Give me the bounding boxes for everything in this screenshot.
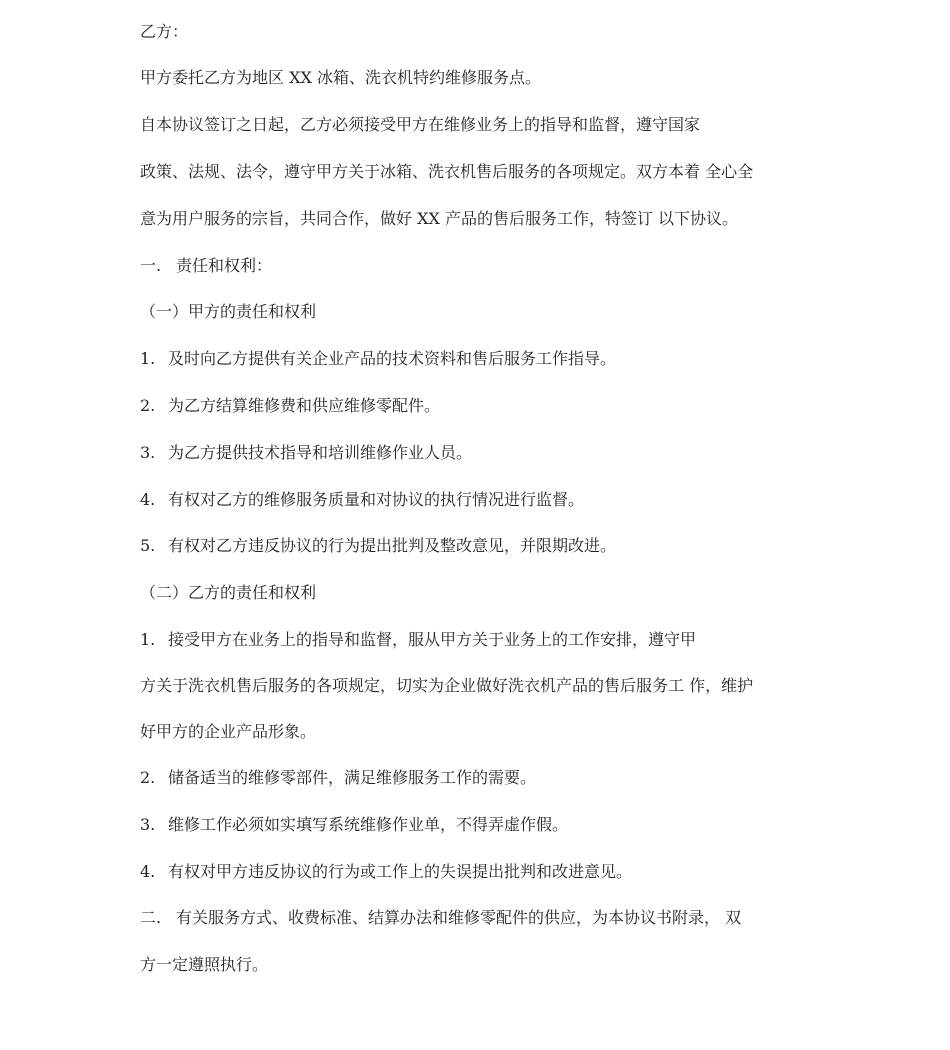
- list-item-a1: 1. 及时向乙方提供有关企业产品的技术资料和售后服务工作指导。: [140, 349, 617, 368]
- preamble-line-3: 意为用户服务的宗旨，共同合作，做好 XX 产品的售后服务工作，特签订 以下协议。: [140, 209, 739, 228]
- list-item-b1-cont-2: 好甲方的企业产品形象。: [140, 722, 317, 741]
- section-2-cont: 方一定遵照执行。: [140, 955, 269, 974]
- list-item-a5: 5. 有权对乙方违反协议的行为提出批判及整改意见，并限期改进。: [140, 536, 617, 555]
- preamble-line-1: 自本协议签订之日起，乙方必须接受甲方在维修业务上的指导和监督，遵守国家: [140, 115, 701, 134]
- party-b-label: 乙方：: [140, 22, 189, 41]
- list-item-b2: 2. 储备适当的维修零部件，满足维修服务工作的需要。: [140, 768, 537, 787]
- subsection-heading-a: （一）甲方的责任和权利: [140, 302, 317, 321]
- list-item-b1: 1. 接受甲方在业务上的指导和监督，服从甲方关于业务上的工作安排，遵守甲: [140, 630, 697, 649]
- list-item-a4: 4. 有权对乙方的维修服务质量和对协议的执行情况进行监督。: [140, 490, 585, 509]
- list-item-b4: 4. 有权对甲方违反协议的行为或工作上的失误提出批判和改进意见。: [140, 862, 633, 881]
- intro-line: 甲方委托乙方为地区 XX 冰箱、洗衣机特约维修服务点。: [140, 68, 541, 87]
- list-item-b1-cont-1: 方关于洗衣机售后服务的各项规定，切实为企业做好洗衣机产品的售后服务工 作，维护: [140, 676, 754, 695]
- list-item-a2: 2. 为乙方结算维修费和供应维修零配件。: [140, 396, 441, 415]
- section-heading-1: 一. 责任和权利：: [140, 256, 273, 275]
- subsection-heading-b: （二）乙方的责任和权利: [140, 583, 317, 602]
- list-item-a3: 3. 为乙方提供技术指导和培训维修作业人员。: [140, 443, 473, 462]
- list-item-b3: 3. 维修工作必须如实填写系统维修作业单，不得弄虚作假。: [140, 815, 569, 834]
- preamble-line-2: 政策、法规、法令，遵守甲方关于冰箱、洗衣机售后服务的各项规定。双方本着 全心全: [140, 162, 754, 181]
- section-heading-2: 二. 有关服务方式、收费标准、结算办法和维修零配件的供应，为本协议书附录， 双: [140, 908, 742, 927]
